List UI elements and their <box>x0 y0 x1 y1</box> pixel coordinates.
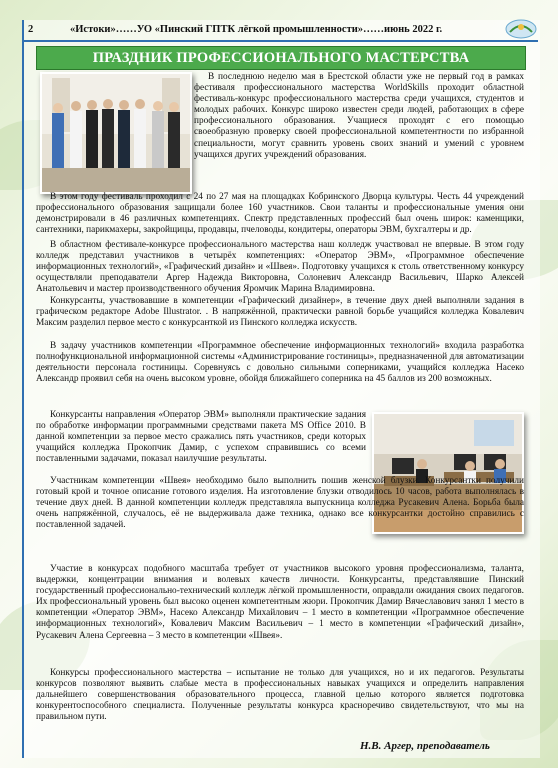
paragraph: В этом году фестиваль проходил с 24 по 27 мая на площадках Кобринского Дворца культуры. Честь 44 учреждений профессионального образования защищали более 160 участников. Свои таланты и профессиональные умения они демонстрировали в 46 различных компетенциях. Спектр представленных профессий был очень широк: каменщики, сантехники, парикмахеры, закройщицы, продавцы, пчеловоды, кондитеры, операторы ЭВМ, бухгалтеры и др. <box>36 192 524 236</box>
award-group-photo <box>40 72 192 194</box>
paragraph: Участникам компетенции «Швея» необходимо было выполнить пошив женской блузки. Конкурсантки получили готовый крой и точное описание готового изделия. На изготовление блузки отводилось 10 часов, работа выполнялась в течение двух дней. В данной компетенции колледж представляла выпускница колледжа Русакевич Алена. Борьба была очень напряжённой, случалось, её не выдерживала даже техника, однако все конкурсантки достойно справились с поставленной задачей. <box>36 476 524 531</box>
paragraph: В задачу участников компетенции «Программное обеспечение информационных технологий» входила разработка полнофункциональной информационной системы «Администрирование гостиницы», предназначенной для автоматизации деятельности персонала гостиницы. Соревнуясь с довольно сильными соперниками, учащийся колледжа Насеко Александр проявил себя на очень высоком уровне, обойдя ближайшего соперника на 45 баллов из 200 возможных. <box>36 341 524 385</box>
author-signature: Н.В. Аргер, преподаватель <box>360 740 490 752</box>
paragraph: Конкурсанты, участвовавшие в компетенции «Графический дизайнер», в течение двух дней выполняли задания в графическом редакторе Adobe Illustrator. . В напряжённой, практически равной борьбе учащийся колледжа Ковалевич Максим разделил первое место с конкурсанткой из Пинского колледжа искусств. <box>36 296 524 329</box>
paragraph: Конкурсанты направления «Оператор ЭВМ» выполняли практические задания по обработке информации программными средствами пакета MS Office 2010. В данной компетенции за первое место сражались пять участников, среди которых учащийся колледжа Прокопчик Дамир, с успехом справившись со всеми поставленными задачами, показал наилучшие результаты. <box>36 410 366 465</box>
college-logo-icon <box>504 18 538 40</box>
article-title: ПРАЗДНИК ПРОФЕССИОНАЛЬНОГО МАСТЕРСТВА <box>36 46 526 70</box>
page-number: 2 <box>28 24 34 35</box>
paragraph: Конкурсы профессионального мастерства – испытание не только для учащихся, но и их педагогов. Результаты конкурсов позволяют выявить слабые места в профессиональных навыках учащихся и определить направления дальнейшего совершенствования образовательного процесса, главной целью которого является подготовка конкурентоспособного специалиста. Полученные результаты конкурса красноречиво свидетельствуют, что мы на правильном пути. <box>36 668 524 723</box>
paragraph: В последнюю неделю мая в Брестской области уже не первый год в рамках фестиваля профессионального мастерства WorldSkills проходит областной фестиваль-конкурс профессионального мастерства среди учащихся, студентов и молодых рабочих. Конкурс широко известен среди людей, работающих в сфере профессионального образования. Учащиеся проходят с его помощью своеобразную проверку своей профессиональной компетентности по избранной специальности, могут сравнить уровень своих знаний и умений с уровнем учащихся других учреждений образования. <box>194 72 524 160</box>
paragraph: В областном фестивале-конкурсе профессионального мастерства наш колледж участвовал не впервые. В этом году колледж представил участников в четырёх компетенциях: «Оператор ЭВМ», «Программное обеспечение информационных технологий», «Графический дизайн» и «Швея». Подготовку учащихся к столь ответственному конкурсу осуществляли преподаватели Аргер Надежда Викторовна, Солоневич Александр Васильевич, Шарко Алексей Анатольевич и мастер производственного обучения Яромчик Марина Владимировна. <box>36 240 524 295</box>
running-header <box>22 20 538 42</box>
paragraph: Участие в конкурсах подобного масштаба требует от участников высокого уровня профессионализма, таланта, выдержки, концентрации внимания и волевых качеств личности. Конкурсанты, представлявшие Пинский государственный профессионально-технический колледж лёгкой промышленности, оправдали ожидания своих педагогов. Их профессиональный уровень был высоко оценен компетентным жюри. Прокопчик Дамир Вячеславович занял 1 место в компетенции «Оператор ЭВМ», Насеко Александр Михайлович – 1 место в компетенции «Программное обеспечение информационных технологий», Ковалевич Максим Васильевич – 1 место в компетенции «Графический дизайн», Русакевич Алена Сергеевна – 3 место в компетенции «Швея». <box>36 564 524 641</box>
running-title: «Истоки»……УО «Пинский ГПТК лёгкой промышленности»……июнь 2022 г. <box>70 24 443 35</box>
